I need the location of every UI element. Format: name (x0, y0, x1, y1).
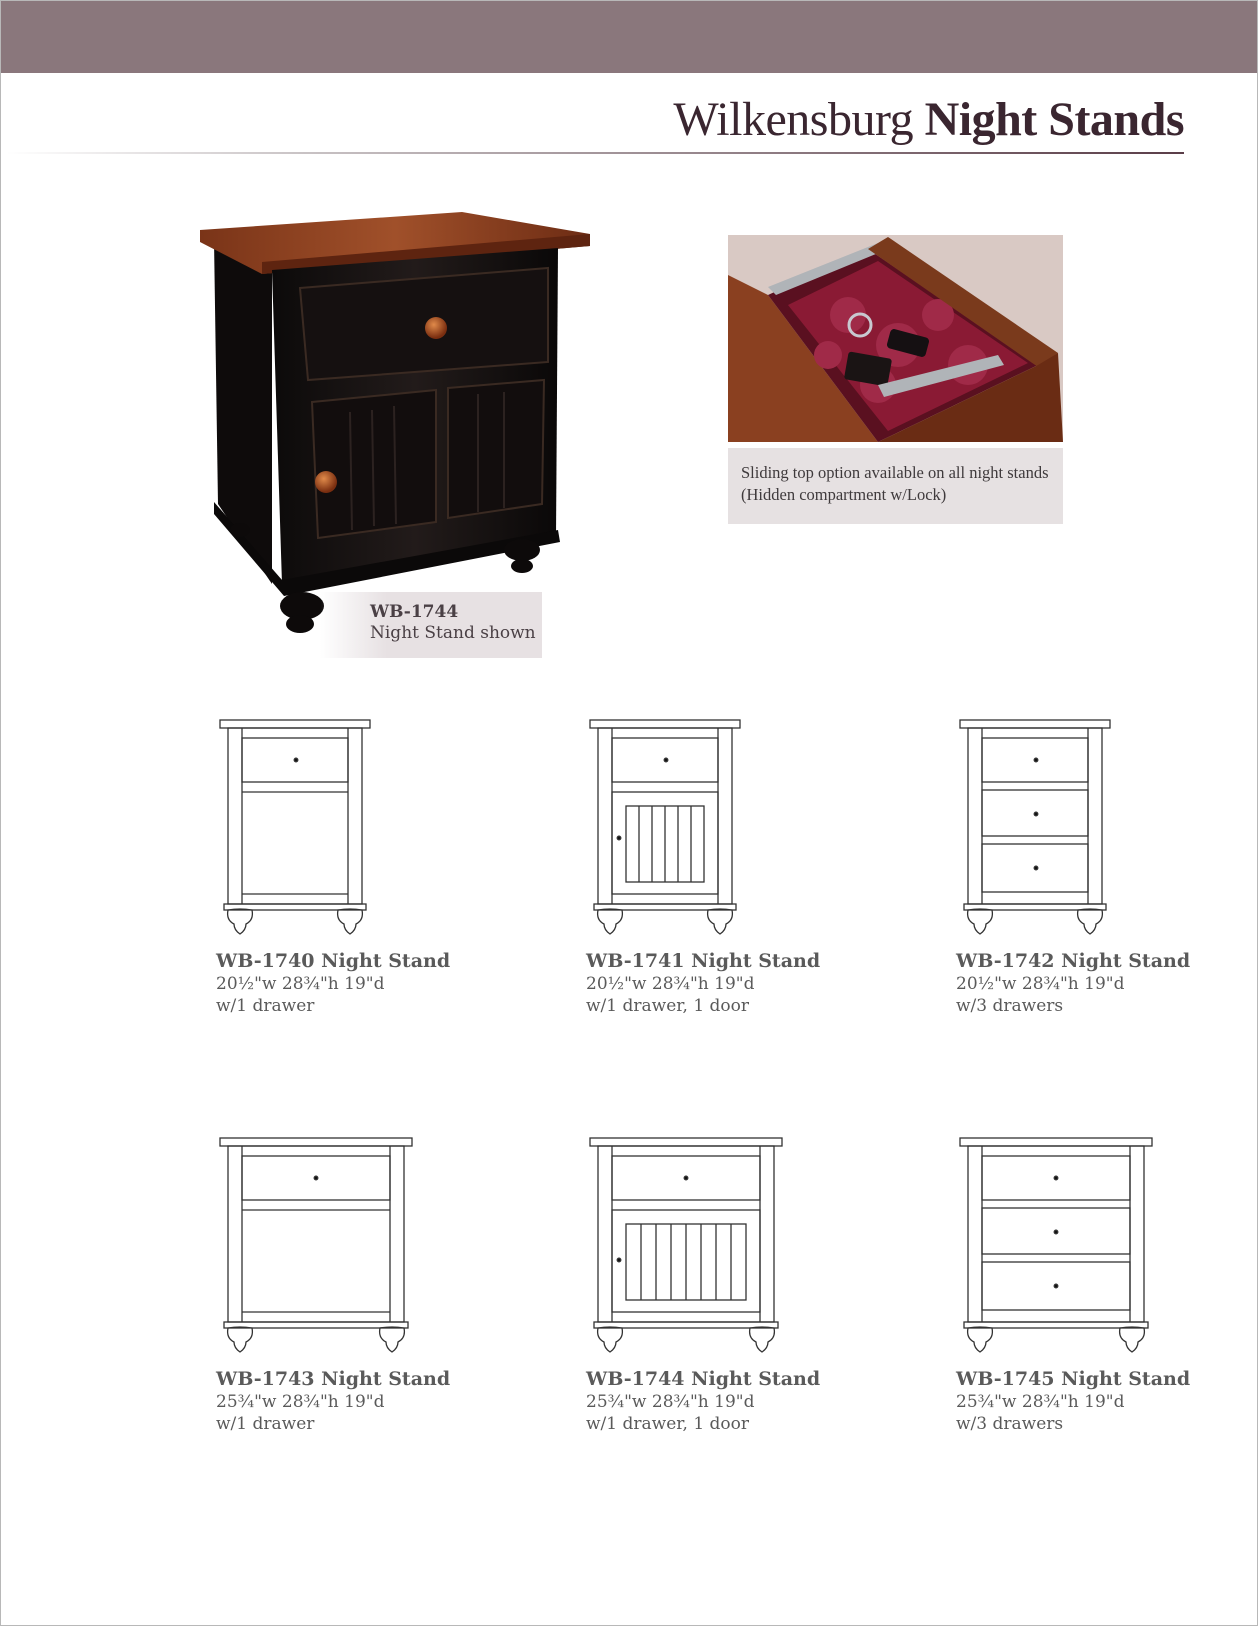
product-dimensions: 20½"w 28¾"h 19"d (956, 974, 1125, 994)
drawer-caption-line2: (Hidden compartment w/Lock) (741, 485, 947, 504)
product-name: WB-1741 Night Stand (586, 950, 821, 972)
product-wb-1741 (586, 718, 886, 1017)
hero-model: WB-1744 (370, 602, 459, 622)
product-wb-1740 (216, 718, 516, 1017)
product-dimensions: 25¾"w 28¾"h 19"d (956, 1392, 1125, 1412)
wb-1742-drawing (956, 718, 1116, 940)
hero-caption (320, 592, 542, 658)
top-band (1, 1, 1257, 73)
product-features: w/1 drawer, 1 door (586, 1414, 750, 1434)
product-dimensions: 20½"w 28¾"h 19"d (586, 974, 755, 994)
drawer-caption-line1: Sliding top option available on all night stands (741, 463, 1049, 482)
wb-1740-drawing (216, 718, 376, 940)
title-rule (6, 152, 1184, 154)
product-features: w/1 drawer, 1 door (586, 996, 750, 1016)
product-features: w/1 drawer (216, 996, 315, 1016)
product-name: WB-1740 Night Stand (216, 950, 451, 972)
product-dimensions: 25¾"w 28¾"h 19"d (586, 1392, 755, 1412)
title-bold: Night Stands (924, 93, 1184, 146)
product-name: WB-1743 Night Stand (216, 1368, 451, 1390)
product-dimensions: 25¾"w 28¾"h 19"d (216, 1392, 385, 1412)
product-features: w/3 drawers (956, 996, 1064, 1016)
product-features: w/3 drawers (956, 1414, 1064, 1434)
title-light: Wilkensburg (673, 93, 914, 146)
hero-caption-text: Night Stand shown (370, 623, 536, 643)
page-title (673, 92, 1184, 147)
product-name: WB-1744 Night Stand (586, 1368, 821, 1390)
product-name: WB-1745 Night Stand (956, 1368, 1191, 1390)
product-name: WB-1742 Night Stand (956, 950, 1191, 972)
product-features: w/1 drawer (216, 1414, 315, 1434)
product-wb-1745 (956, 1136, 1256, 1435)
sliding-top-drawer-photo (728, 235, 1063, 442)
wb-1741-drawing (586, 718, 746, 940)
product-dimensions: 20½"w 28¾"h 19"d (216, 974, 385, 994)
wb-1744-drawing (586, 1136, 786, 1358)
product-wb-1742 (956, 718, 1256, 1017)
product-wb-1744 (586, 1136, 886, 1435)
product-wb-1743 (216, 1136, 516, 1435)
drawer-caption (728, 448, 1063, 524)
wb-1745-drawing (956, 1136, 1156, 1358)
wb-1743-drawing (216, 1136, 416, 1358)
